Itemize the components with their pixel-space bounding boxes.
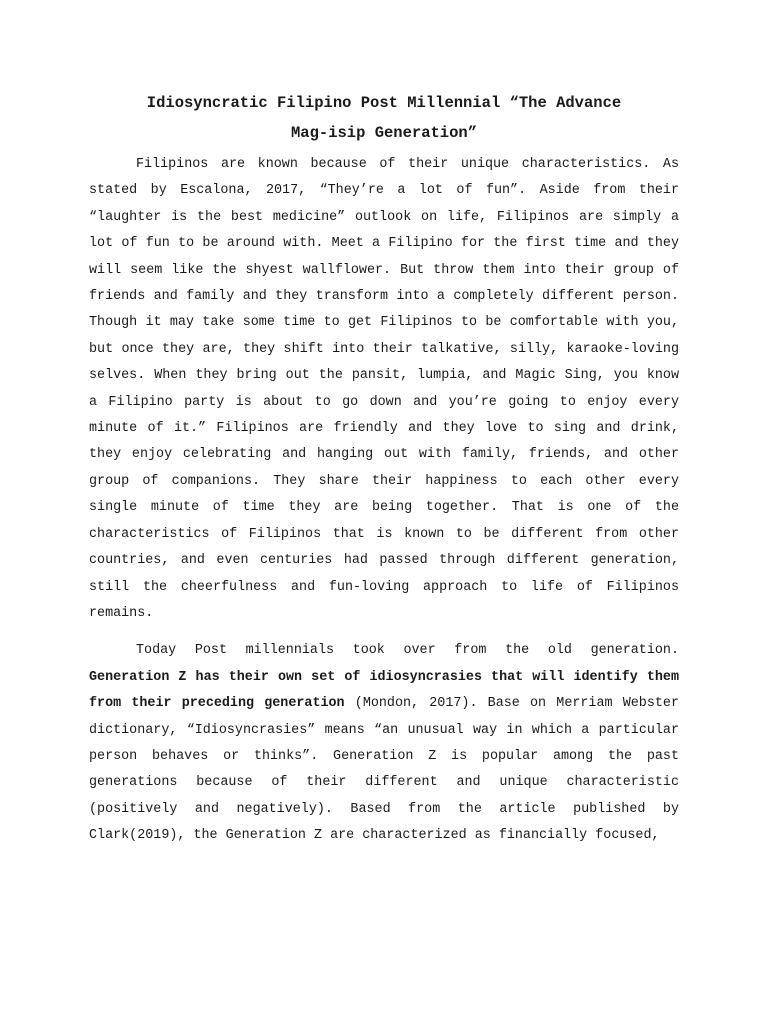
title-line-1: Idiosyncratic Filipino Post Millennial “The Advance <box>146 94 622 112</box>
paragraph-2-bold: Generation Z has their own set of idiosyncrasies that will identify them from their preceding generation <box>89 669 679 712</box>
paragraph-2-intro: Today Post millennials took over from the old generation. <box>136 643 679 659</box>
document-page <box>89 88 679 850</box>
title-line-2: Mag-isip Generation” <box>290 124 478 142</box>
paragraph-2-rest: (Mondon, 2017). Base on Merriam Webster dictionary, “Idiosyncrasies” means “an unusual way in which a particular person behaves or thinks”. Generation Z is popular among the past generations because of their different and unique characteristic (positively and negatively). Based from the article published by Clark(2019), the Generation Z are characterized as financially focused, <box>89 696 679 844</box>
document-title <box>89 88 679 148</box>
paragraph-1: Filipinos are known because of their unique characteristics. As stated by Escalona, 2017, “They’re a lot of fun”. Aside from their “laughter is the best medicine” outlook on life, Filipinos are simply a lot of fun to be around with. Meet a Filipino for the first time and they will seem like the shyest wallflower. But throw them into their group of friends and family and they transform into a completely different person. Though it may take some time to get Filipinos to be comfortable with you, but once they are, they shift into their talkative, silly, karaoke-loving selves. When they bring out the pansit, lumpia, and Magic Sing, you know a Filipino party is about to go down and you’re going to enjoy every minute of it.” Filipinos are friendly and they love to sing and drink, they enjoy celebrating and hanging out with family, friends, and other group of companions. They share their happiness to each other every single minute of time they are being together. That is one of the characteristics of Filipinos that is known to be different from other countries, and even centuries had passed through different generation, still the cheerfulness and fun-loving approach to life of Filipinos remains. <box>89 157 679 621</box>
paragraph-2 <box>89 638 679 849</box>
